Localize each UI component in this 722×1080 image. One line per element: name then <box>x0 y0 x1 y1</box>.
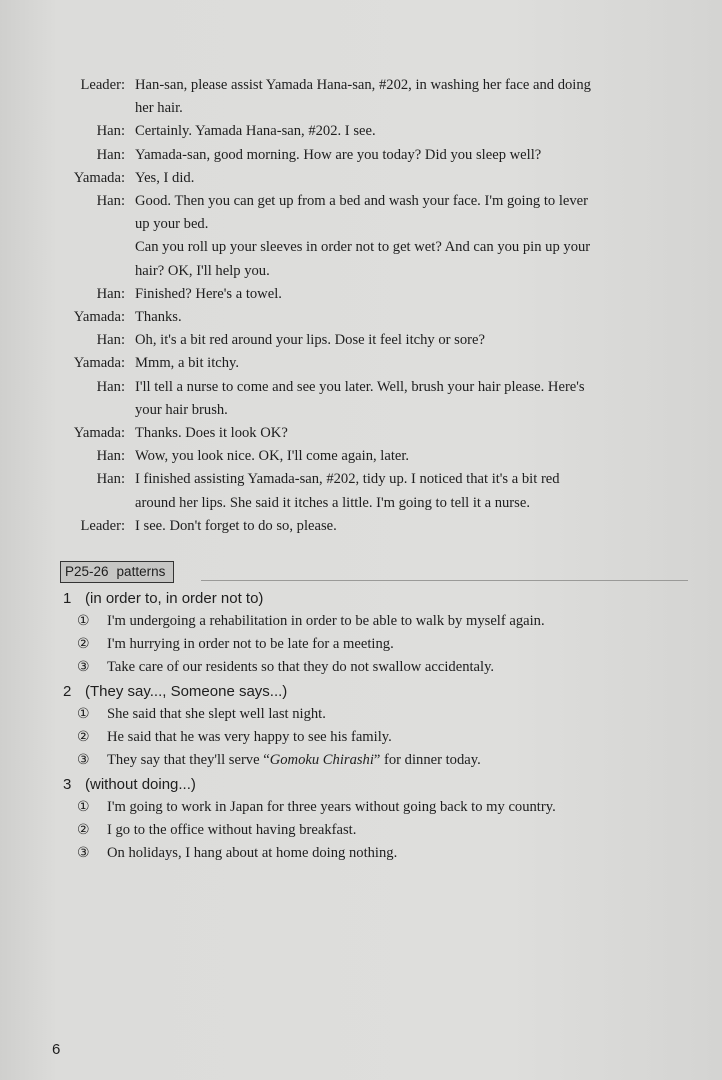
circled-number: ② <box>77 636 90 653</box>
pattern-section <box>63 588 703 680</box>
pattern-number: 2 <box>63 683 72 700</box>
circled-number: ① <box>77 613 90 629</box>
utterance: Mmm, a bit itchy. <box>135 355 240 372</box>
utterance: I see. Don't forget to do so, please. <box>135 517 337 534</box>
dialogue-line <box>0 445 722 468</box>
patterns-label <box>60 561 174 583</box>
speaker: Leader: <box>80 77 125 93</box>
utterance: Yamada-san, good morning. How are you today? Did you sleep well? <box>135 146 542 163</box>
pattern-title: (They say..., Someone says...) <box>85 683 288 700</box>
dialogue-line <box>0 352 722 375</box>
example-text: I'm hurrying in order not to be late for a meeting. <box>107 636 394 653</box>
speaker: Yamada: <box>73 169 125 186</box>
utterance: Can you roll up your sleeves in order not to get wet? And can you pin up your <box>135 239 591 256</box>
pattern-heading <box>63 774 703 796</box>
utterance: Wow, you look nice. OK, I'll come again, later. <box>135 448 410 465</box>
utterance: Yes, I did. <box>135 169 195 186</box>
example-text: He said that he was very happy to see his family. <box>107 729 392 746</box>
pattern-section <box>63 774 703 866</box>
dialogue <box>0 74 722 538</box>
speaker: Han: <box>96 378 125 395</box>
dialogue-line <box>0 120 722 143</box>
utterance: I'll tell a nurse to come and see you later. Well, brush your hair please. Here's <box>135 378 585 395</box>
pattern-heading <box>63 588 703 610</box>
speaker: Han: <box>96 123 125 140</box>
pattern-number: 3 <box>63 776 72 793</box>
pattern-section <box>63 681 703 773</box>
page-number: 6 <box>52 1041 61 1058</box>
example-item <box>63 819 703 842</box>
dialogue-line <box>0 306 722 329</box>
utterance: her hair. <box>135 100 183 117</box>
circled-number: ③ <box>77 752 90 769</box>
speaker: Yamada: <box>73 425 125 442</box>
dialogue-line <box>0 190 722 283</box>
utterance: Oh, it's a bit red around your lips. Dose it feel itchy or sore? <box>135 332 485 349</box>
example-text: She said that she slept well last night. <box>107 706 326 722</box>
dialogue-line <box>0 515 722 538</box>
utterance: Good. Then you can get up from a bed and wash your face. I'm going to lever <box>135 193 589 210</box>
example-text: They say that they'll serve “Gomoku Chirashi” for dinner today. <box>107 752 481 769</box>
dialogue-line <box>0 376 722 422</box>
speaker: Leader: <box>80 517 125 534</box>
dialogue-line <box>0 329 722 352</box>
utterance: I finished assisting Yamada-san, #202, tidy up. I noticed that it's a bit red <box>135 471 560 488</box>
speaker: Yamada: <box>73 355 125 372</box>
example-item <box>63 796 703 819</box>
utterance: Finished? Here's a towel. <box>135 285 282 302</box>
speaker: Han: <box>96 285 125 302</box>
dialogue-line <box>0 422 722 445</box>
example-text: Take care of our residents so that they do not swallow accidentaly. <box>107 659 495 676</box>
example-item <box>63 703 703 726</box>
pattern-title: (in order to, in order not to) <box>85 590 264 607</box>
speaker: Han: <box>96 332 125 349</box>
example-item <box>63 633 703 656</box>
circled-number: ③ <box>77 845 90 862</box>
utterance: Certainly. Yamada Hana-san, #202. I see. <box>135 123 376 140</box>
utterance: up your bed. <box>135 216 209 233</box>
circled-number: ② <box>77 822 90 839</box>
example-item <box>63 726 703 749</box>
utterance: Han-san, please assist Yamada Hana-san, #202, in washing her face and doing <box>135 77 591 93</box>
utterance: hair? OK, I'll help you. <box>135 262 270 279</box>
example-item <box>63 656 703 679</box>
utterance: around her lips. She said it itches a little. I'm going to tell it a nurse. <box>135 494 530 511</box>
circled-number: ③ <box>77 659 90 676</box>
dish-name: Gomoku Chirashi <box>269 752 374 769</box>
speaker: Han: <box>96 193 125 210</box>
dialogue-line <box>0 74 722 120</box>
circled-number: ① <box>77 799 90 815</box>
circled-number: ① <box>77 706 90 722</box>
example-item <box>63 749 703 772</box>
example-text: I'm undergoing a rehabilitation in order to be able to walk by myself again. <box>107 613 545 629</box>
divider <box>201 580 688 581</box>
example-text: I'm going to work in Japan for three years without going back to my country. <box>107 799 556 815</box>
patterns-title: patterns <box>116 564 166 579</box>
patterns-page-ref: P25-26 <box>65 564 109 579</box>
circled-number: ② <box>77 729 90 746</box>
pattern-heading <box>63 681 703 703</box>
pattern-title: (without doing...) <box>85 776 196 793</box>
dialogue-line <box>0 468 722 514</box>
utterance: Thanks. <box>135 309 182 326</box>
pattern-number: 1 <box>63 590 72 607</box>
speaker: Han: <box>96 448 125 465</box>
example-text: I go to the office without having breakfast. <box>107 822 357 839</box>
dialogue-line <box>0 144 722 167</box>
example-item <box>63 610 703 633</box>
speaker: Han: <box>96 471 125 488</box>
dialogue-line <box>0 283 722 306</box>
utterance: Thanks. Does it look OK? <box>135 425 288 442</box>
utterance: your hair brush. <box>135 401 228 418</box>
example-item <box>63 842 703 865</box>
example-text: On holidays, I hang about at home doing nothing. <box>107 845 398 862</box>
speaker: Han: <box>96 146 125 163</box>
dialogue-line <box>0 167 722 190</box>
speaker: Yamada: <box>73 309 125 326</box>
